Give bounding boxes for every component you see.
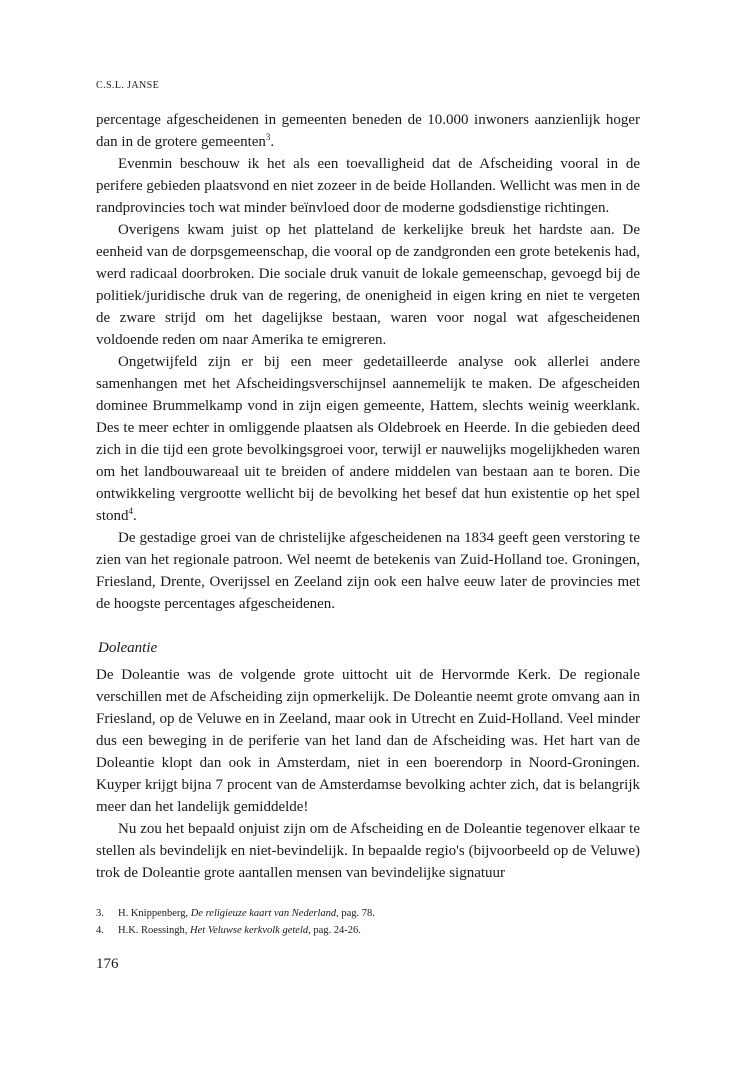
paragraph-1: percentage afgescheidenen in gemeenten beneden de 10.000 inwoners aanzienlijk hoger dan in de grotere gemeenten$^3$. (96, 112, 640, 150)
footnote-number: 4. (96, 925, 104, 936)
section-heading: Doleantie (98, 640, 158, 656)
paragraph-3: Overigens kwam juist op het platteland de kerkelijke breuk het hardste aan. De eenheid van de dorpsgemeenschap, die vooral op de zandgronden een grote betekenis had, werd radicaal doorbroken. Die sociale druk vanuit de lokale gemeenschap, gevoegd bij de politiek/juridische druk van de regering, de onenigheid in eigen kring en niet te vergeten de zware strijd om het dagelijkse bestaan, waren voor nogal wat afgescheidenen voldoende reden om naar Amerika te emigreren. (96, 222, 640, 348)
footnote-ref-4[interactable]: 4 (128, 506, 134, 516)
paragraph-2: Evenmin beschouw ik het als een toevalligheid dat de Afscheiding vooral in de perifere gebieden plaatsvond en niet zozeer in de beide Hollanden. Wellicht was men in de randprovincies toch wat minder beïnvloed door de moderne godsdienstige richtingen. (96, 156, 640, 216)
section-text (96, 664, 640, 884)
footnote-title: Het Veluwse kerkvolk geteld (190, 925, 309, 936)
footnote-3 (96, 905, 640, 922)
footnote-title: De religieuze kaart van Nederland (190, 908, 337, 919)
running-head: C.S.L. JANSE (96, 80, 160, 91)
footnote-ref-3[interactable]: 3 (265, 132, 271, 142)
footnote-text: H.K. Roessingh, Het Veluwse kerkvolk geteld, pag. 24-26. (118, 925, 361, 936)
page-number: 176 (96, 956, 119, 972)
footnote-text: H. Knippenberg, De religieuze kaart van Nederland, pag. 78. (118, 908, 375, 919)
section-paragraph-1: De Doleantie was de volgende grote uittocht uit de Hervormde Kerk. De regionale verschillen met de Afscheiding zijn opmerkelijk. De Doleantie neemt grote omvang aan in Friesland, op de Veluwe en in Zeeland, maar ook in Utrecht en Zuid-Holland. Veel minder dus een beweging in de periferie van het land dan de Afscheiding was. Het hart van de Doleantie klopt dan ook in Amsterdam, niet in een boerendorp in Noord-Groningen. Kuyper krijgt bijna 7 procent van de Amsterdamse bevolking achter zich, dat is belangrijk meer dan het landelijk gemiddelde! (96, 667, 640, 815)
footnotes (96, 905, 640, 939)
section-paragraph-2: Nu zou het bepaald onjuist zijn om de Afscheiding en de Doleantie tegenover elkaar te stellen als bevindelijk en niet-bevindelijk. In bepaalde regio's (bijvoorbeeld op de Veluwe) trok de Doleantie grote aantallen mensen van bevindelijke signatuur (96, 821, 640, 881)
footnote-number: 3. (96, 908, 104, 919)
paragraph-4: Ongetwijfeld zijn er bij een meer gedetailleerde analyse ook allerlei andere samenhangen met het Afscheidingsverschijnsel aannemelijk te maken. De afgescheiden dominee Brummelkamp vond in zijn eigen gemeente, Hattem, slechts weinig weerklank. Des te meer echter in omliggende plaatsen als Oldebroek en Heerde. In die gebieden deed zich in die tijd een grote bevolkingsgroei voor, terwijl er nauwelijks mogelijkheden waren om het landbouwareaal uit te breiden of andere middelen van bestaan aan te boren. Die ontwikkeling vergrootte wellicht bij de bevolking het besef dat hun existentie op het spel stond$^4$. (96, 354, 640, 524)
footnote-4 (96, 922, 640, 939)
body-text (96, 109, 640, 615)
paragraph-5: De gestadige groei van de christelijke afgescheidenen na 1834 geeft geen verstoring te zien van het regionale patroon. Wel neemt de betekenis van Zuid-Holland toe. Groningen, Friesland, Drente, Overijssel en Zeeland zijn ook een halve eeuw later de provincies met de hoogste percentages afgescheidenen. (96, 530, 640, 612)
